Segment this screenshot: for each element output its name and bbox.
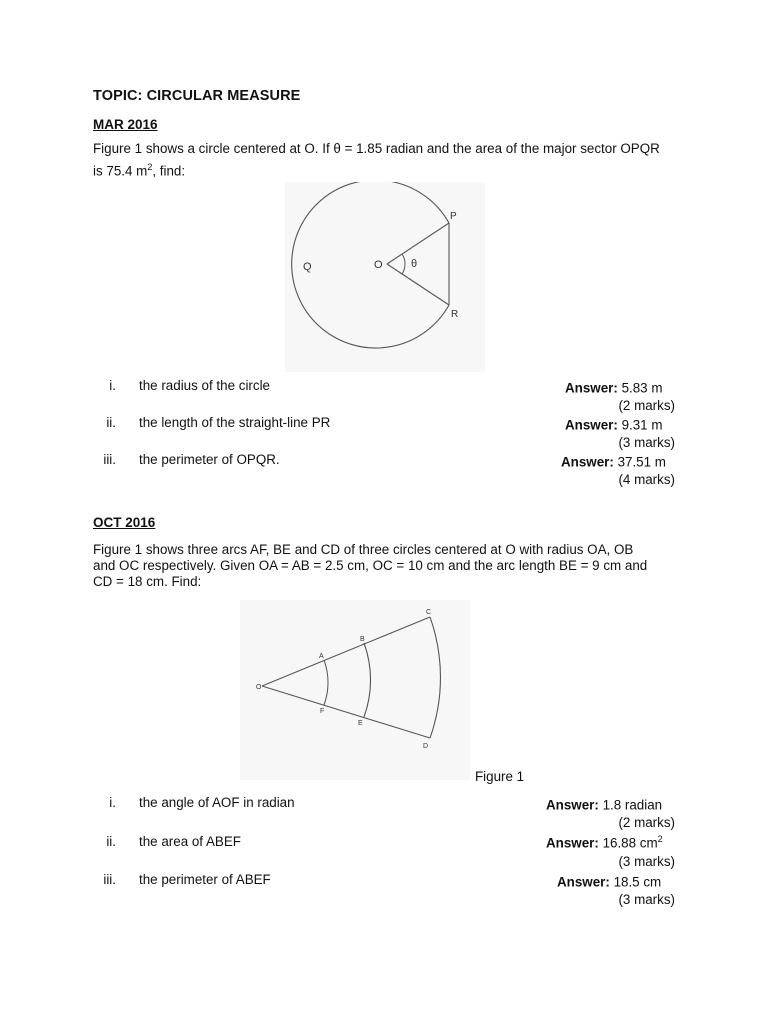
answer: [565, 415, 663, 432]
question-text: the length of the straight-line PR: [139, 415, 331, 430]
answer-label: Answer:: [565, 380, 618, 396]
page-title: TOPIC: CIRCULAR MEASURE: [93, 88, 301, 104]
section1-intro-line2: [93, 158, 185, 180]
label-a: A: [319, 653, 324, 660]
answer: [565, 378, 663, 395]
label-o: O: [256, 684, 262, 691]
answer-superscript: 2: [657, 834, 663, 844]
figure-circle-sector: [285, 182, 485, 372]
answer-value: 37.51 m: [613, 454, 666, 470]
question-text: the angle of AOF in radian: [139, 795, 295, 810]
answer-label: Answer:: [546, 797, 599, 813]
label-p: P: [450, 211, 457, 222]
label-q: Q: [303, 261, 312, 273]
theta-expression: θ = 1.85: [333, 141, 383, 156]
question-number: ii.: [106, 415, 116, 430]
section-heading-mar-2016: MAR 2016: [93, 117, 158, 132]
question-marks: (3 marks): [618, 435, 675, 450]
question-marks: (3 marks): [618, 892, 675, 907]
question-number: ii.: [106, 834, 116, 849]
question-marks: (2 marks): [618, 398, 675, 413]
question-number: i.: [109, 795, 116, 810]
question-number: iii.: [103, 452, 116, 467]
answer: [546, 834, 663, 850]
intro-text-d: , find:: [152, 163, 186, 179]
intro-superscript: 2: [147, 162, 153, 172]
intro-text-a: Figure 1 shows a circle centered at O. If: [93, 141, 334, 156]
answer: [557, 872, 661, 889]
answer-value: 16.88 cm: [598, 835, 658, 851]
answer-value: 5.83 m: [617, 380, 663, 396]
question-number: iii.: [103, 872, 116, 887]
question-marks: (3 marks): [618, 854, 675, 869]
section2-intro-line3: CD = 18 cm. Find:: [93, 574, 202, 589]
question-marks: (4 marks): [618, 472, 675, 487]
section2-intro-line1: Figure 1 shows three arcs AF, BE and CD of three circles centered at O with radius OA, OB: [93, 542, 634, 557]
section2-intro-line2: and OC respectively. Given OA = AB = 2.5 cm, OC = 10 cm and the arc length BE = 9 cm and: [93, 558, 648, 573]
label-o: O: [374, 259, 383, 271]
question-number: i.: [109, 378, 116, 393]
label-d: D: [423, 743, 429, 750]
label-c: C: [426, 609, 432, 616]
answer: [561, 452, 666, 469]
intro-text-b: radian and the area of the major sector OPQR: [382, 141, 660, 156]
label-r: R: [451, 309, 459, 320]
question-text: the perimeter of OPQR.: [139, 452, 280, 467]
section-heading-oct-2016: OCT 2016: [93, 515, 156, 530]
question-text: the radius of the circle: [139, 378, 270, 393]
answer-label: Answer:: [546, 835, 599, 851]
answer: [546, 795, 662, 812]
label-e: E: [358, 720, 363, 727]
answer-value: 1.8 radian: [598, 797, 663, 813]
answer-label: Answer:: [561, 454, 614, 470]
question-marks: (2 marks): [618, 815, 675, 830]
figure-caption: Figure 1: [475, 769, 525, 784]
label-f: F: [320, 708, 325, 715]
section1-intro-line1: [93, 140, 660, 158]
label-b: B: [360, 636, 365, 643]
question-text: the perimeter of ABEF: [139, 872, 271, 887]
figure-three-arcs: [240, 600, 470, 780]
answer-value: 18.5 cm: [609, 874, 662, 890]
intro-text-c: is 75.4 m: [93, 163, 148, 179]
question-text: the area of ABEF: [139, 834, 241, 849]
answer-label: Answer:: [557, 874, 610, 890]
label-theta: θ: [411, 258, 418, 270]
answer-label: Answer:: [565, 417, 618, 433]
answer-value: 9.31 m: [617, 417, 663, 433]
